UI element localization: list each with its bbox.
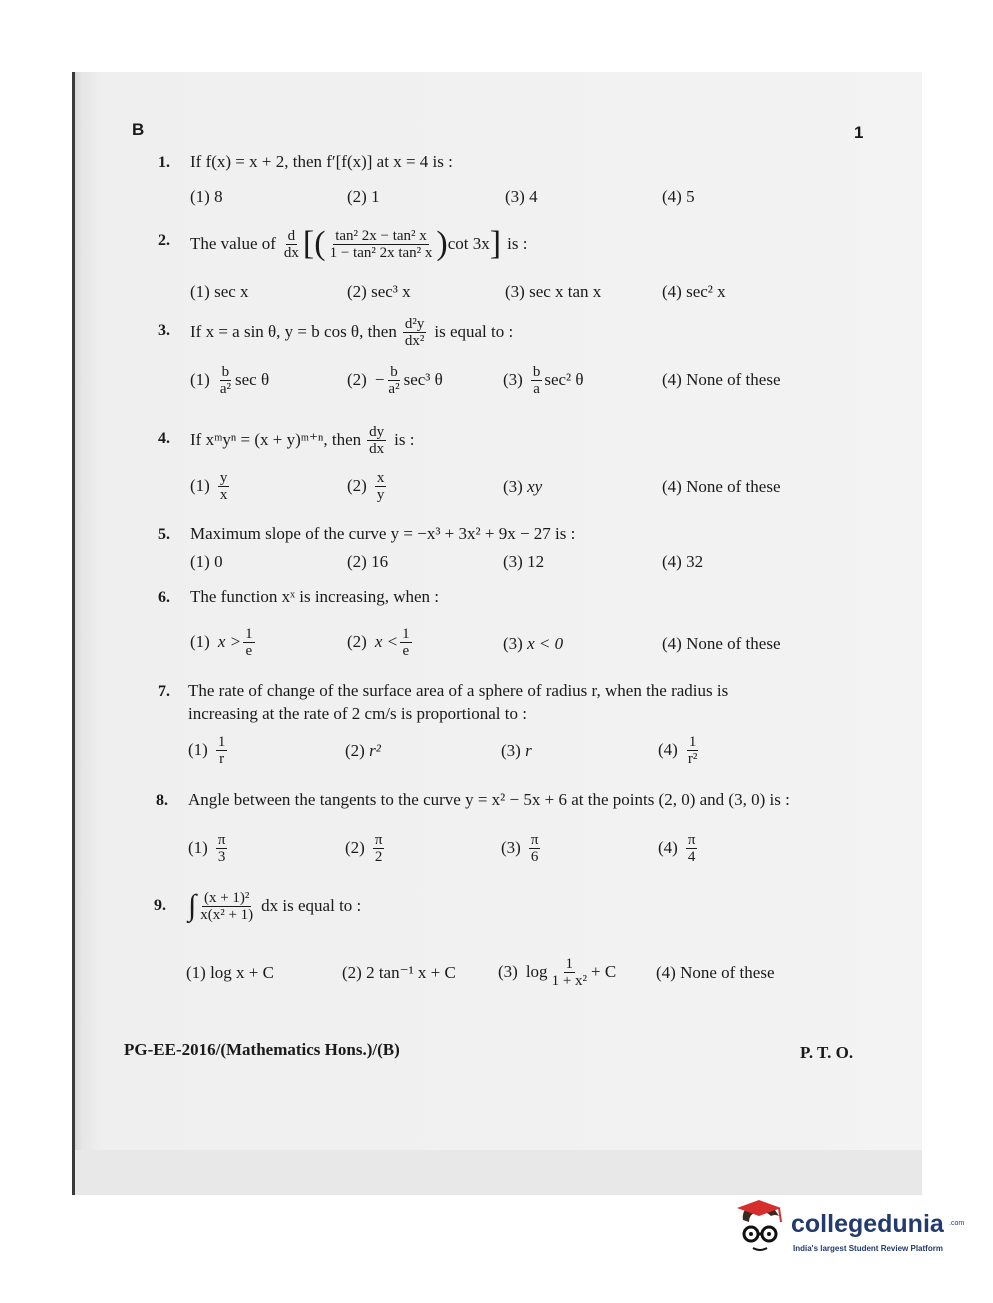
option-text: r² bbox=[369, 741, 381, 760]
question-lead: If xᵐyⁿ = (x + y)ᵐ⁺ⁿ, then bbox=[190, 430, 362, 449]
question-number: 5. bbox=[158, 526, 170, 543]
option-label: (1) bbox=[188, 740, 208, 759]
fraction-numerator: π bbox=[374, 831, 383, 848]
fraction-numerator: b bbox=[532, 363, 541, 380]
fraction-denominator: e bbox=[245, 642, 253, 659]
question-number: 3. bbox=[158, 322, 170, 339]
question-tail: dx is equal to : bbox=[261, 896, 362, 915]
page-number: 1 bbox=[854, 123, 864, 142]
question-text bbox=[190, 418, 414, 462]
fraction-denominator: a² bbox=[388, 380, 400, 397]
fraction-denominator: 2 bbox=[374, 848, 383, 865]
fraction-denominator: 1 + x² bbox=[551, 972, 588, 989]
fraction-denominator: dx² bbox=[404, 332, 425, 349]
open-bracket: [( bbox=[302, 225, 326, 262]
page-bottom-margin bbox=[75, 1150, 922, 1195]
please-turn-over: P. T. O. bbox=[800, 1043, 854, 1062]
question-text: If f(x) = x + 2, then f′[f(x)] at x = 4 is : bbox=[190, 152, 453, 171]
option-1 bbox=[190, 466, 231, 506]
option-4 bbox=[656, 963, 775, 983]
option-label: (4) bbox=[656, 963, 676, 982]
expression-fraction bbox=[328, 228, 435, 261]
fraction-denominator: y bbox=[376, 486, 385, 503]
option-4 bbox=[662, 370, 781, 390]
option-2 bbox=[345, 828, 386, 868]
set-label: B bbox=[132, 120, 145, 139]
option-2 bbox=[342, 963, 456, 983]
close-paren: ) bbox=[436, 225, 448, 262]
question-text: The rate of change of the surface area of a sphere of radius r, when the radius is bbox=[188, 681, 729, 700]
fraction-denominator: x bbox=[219, 486, 228, 503]
fraction-numerator: (x + 1)² bbox=[203, 889, 250, 906]
option-1 bbox=[190, 360, 269, 400]
logo-mascot-icon bbox=[735, 1198, 791, 1258]
logo-name: collegedunia bbox=[791, 1210, 944, 1238]
option-3 bbox=[501, 828, 542, 868]
fraction-denominator: 3 bbox=[217, 848, 226, 865]
option-label: (1) bbox=[186, 963, 206, 982]
fraction-numerator: π bbox=[530, 831, 539, 848]
option-text: 2 tan⁻¹ x + C bbox=[366, 963, 456, 982]
derivative-top: d bbox=[287, 227, 296, 244]
question-text bbox=[190, 308, 513, 356]
option-label: (2) bbox=[347, 632, 367, 651]
fraction-numerator: 1 bbox=[402, 625, 410, 642]
option-fraction bbox=[386, 364, 401, 397]
question-lead: The value of bbox=[190, 234, 276, 253]
option-1 bbox=[188, 730, 229, 770]
option-4 bbox=[662, 634, 781, 654]
option-text: x > bbox=[217, 632, 242, 651]
option-1: (1) 0 bbox=[190, 552, 223, 571]
option-label: (3) bbox=[498, 962, 518, 981]
paper-code: PG-EE-2016/(Mathematics Hons.)/(B) bbox=[124, 1040, 400, 1059]
option-3: (3) sec x tan x bbox=[505, 282, 602, 301]
option-2: (2) sec³ x bbox=[347, 282, 411, 301]
fraction-denominator: a² bbox=[219, 380, 231, 397]
option-4 bbox=[662, 477, 781, 497]
question-text-line-2: increasing at the rate of 2 cm/s is proportional to : bbox=[188, 704, 527, 723]
option-3 bbox=[503, 634, 563, 654]
option-1: (1) 8 bbox=[190, 187, 223, 206]
option-2: (2) 16 bbox=[347, 552, 389, 571]
fraction-denominator: e bbox=[402, 642, 410, 659]
option-4: (4) 5 bbox=[662, 187, 695, 206]
fraction-denominator: x(x² + 1) bbox=[200, 906, 254, 923]
option-label: (2) bbox=[345, 838, 365, 857]
question-number: 9. bbox=[154, 897, 166, 914]
option-text: xy bbox=[527, 477, 543, 496]
option-3: (3) 12 bbox=[503, 552, 545, 571]
question-number: 2. bbox=[158, 232, 170, 249]
option-1 bbox=[190, 622, 257, 662]
close-bracket: ] bbox=[489, 225, 502, 262]
option-3 bbox=[498, 952, 616, 992]
option-label: (2) bbox=[347, 476, 367, 495]
option-4 bbox=[658, 828, 699, 868]
question-text bbox=[188, 880, 361, 932]
option-3: (3) 4 bbox=[505, 187, 538, 206]
fraction-numerator: b bbox=[221, 363, 230, 380]
question-tail: is : bbox=[394, 430, 415, 449]
page-edge-shadow bbox=[72, 72, 75, 1195]
option-1: (1) sec x bbox=[190, 282, 249, 301]
option-text: None of these bbox=[686, 370, 781, 389]
question-number: 7. bbox=[158, 683, 170, 700]
fraction-numerator: y bbox=[219, 469, 228, 486]
option-label: (2) bbox=[347, 370, 367, 389]
option-3 bbox=[503, 477, 542, 497]
option-fraction bbox=[218, 364, 233, 397]
option-text: x < 0 bbox=[527, 634, 564, 653]
fraction-denominator: 1 − tan² 2x tan² x bbox=[329, 244, 433, 261]
option-fraction bbox=[686, 832, 698, 865]
derivative-fraction bbox=[403, 316, 427, 349]
fraction-numerator: π bbox=[217, 831, 226, 848]
fraction-denominator: 6 bbox=[530, 848, 539, 865]
option-fraction bbox=[216, 734, 228, 767]
fraction-denominator: 4 bbox=[687, 848, 696, 865]
option-2 bbox=[345, 741, 381, 761]
question-number: 8. bbox=[156, 792, 168, 809]
fraction-numerator: 1 bbox=[217, 733, 226, 750]
option-label: (4) bbox=[662, 477, 682, 496]
fraction-denominator: r bbox=[219, 750, 225, 767]
option-fraction bbox=[529, 832, 541, 865]
question-tail: is : bbox=[507, 234, 528, 253]
option-text-tail: + C bbox=[591, 962, 617, 981]
fraction-numerator: tan² 2x − tan² x bbox=[335, 227, 427, 244]
collegedunia-logo bbox=[735, 1198, 965, 1268]
expression-tail: cot 3x bbox=[447, 234, 490, 253]
fraction-denominator: r² bbox=[687, 750, 698, 767]
integral-sign: ∫ bbox=[188, 889, 197, 922]
fraction-numerator: π bbox=[687, 831, 696, 848]
option-label: (1) bbox=[190, 476, 210, 495]
option-label: (2) bbox=[342, 963, 362, 982]
derivative-operator bbox=[282, 228, 301, 261]
question-text bbox=[190, 218, 527, 270]
derivative-bottom: dx bbox=[283, 244, 299, 261]
question-text: Maximum slope of the curve y = −x³ + 3x² + 9x − 27 is : bbox=[190, 524, 576, 543]
option-1 bbox=[186, 963, 274, 983]
question-number: 6. bbox=[158, 589, 170, 606]
option-fraction bbox=[375, 470, 387, 503]
option-text: sec³ θ bbox=[403, 370, 443, 389]
option-text: log bbox=[525, 962, 548, 981]
option-label: (3) bbox=[501, 838, 521, 857]
option-fraction bbox=[218, 470, 230, 503]
logo-tagline: India's largest Student Review Platform bbox=[793, 1244, 943, 1253]
option-text: log x + C bbox=[210, 963, 274, 982]
option-fraction bbox=[216, 832, 228, 865]
option-label: (3) bbox=[501, 741, 521, 760]
option-label: (1) bbox=[190, 632, 210, 651]
fraction-numerator: d²y bbox=[404, 315, 425, 332]
option-label: (4) bbox=[662, 370, 682, 389]
option-fraction bbox=[373, 832, 385, 865]
question-tail: is equal to : bbox=[434, 322, 514, 341]
option-2 bbox=[347, 466, 388, 506]
option-label: (4) bbox=[662, 634, 682, 653]
option-1 bbox=[188, 828, 229, 868]
option-text: r bbox=[525, 741, 532, 760]
option-2 bbox=[347, 622, 414, 662]
option-3 bbox=[501, 741, 532, 761]
option-text: sec θ bbox=[234, 370, 270, 389]
option-4 bbox=[658, 730, 701, 770]
option-4: (4) sec² x bbox=[662, 282, 726, 301]
option-text: sec² θ bbox=[544, 370, 584, 389]
derivative-fraction bbox=[367, 424, 386, 457]
option-4: (4) 32 bbox=[662, 552, 704, 571]
option-2 bbox=[347, 360, 443, 400]
option-fraction bbox=[400, 626, 412, 659]
option-text: None of these bbox=[686, 477, 781, 496]
question-number: 1. bbox=[158, 154, 170, 171]
option-fraction bbox=[243, 626, 255, 659]
fraction-numerator: 1 bbox=[565, 955, 574, 972]
option-fraction bbox=[686, 734, 700, 767]
fraction-numerator: b bbox=[390, 363, 398, 380]
question-text: Angle between the tangents to the curve y = x² − 5x + 6 at the points (2, 0) and (3, 0) is : bbox=[188, 790, 790, 809]
fraction-numerator: 1 bbox=[245, 625, 253, 642]
fraction-denominator: a bbox=[533, 380, 540, 397]
logo-domain: .com bbox=[949, 1220, 965, 1227]
option-text: None of these bbox=[680, 963, 775, 982]
question-lead: If x = a sin θ, y = b cos θ, then bbox=[190, 322, 397, 341]
fraction-numerator: 1 bbox=[688, 733, 697, 750]
option-2: (2) 1 bbox=[347, 187, 380, 206]
option-text: x < bbox=[374, 632, 399, 651]
option-label: (3) bbox=[503, 370, 523, 389]
option-label: (4) bbox=[658, 838, 678, 857]
question-number: 4. bbox=[158, 430, 170, 447]
option-label: (2) bbox=[345, 741, 365, 760]
question-text: The function xˣ is increasing, when : bbox=[190, 587, 439, 606]
option-label: (1) bbox=[188, 838, 208, 857]
option-sign: − bbox=[374, 370, 385, 389]
option-label: (1) bbox=[190, 370, 210, 389]
option-label: (3) bbox=[503, 634, 523, 653]
option-label: (3) bbox=[503, 477, 523, 496]
integrand-fraction bbox=[198, 890, 255, 923]
option-3 bbox=[503, 360, 584, 400]
option-label: (4) bbox=[658, 740, 678, 759]
fraction-denominator: dx bbox=[369, 440, 385, 457]
fraction-numerator: x bbox=[376, 469, 385, 486]
option-fraction bbox=[531, 364, 543, 397]
option-fraction bbox=[550, 956, 589, 989]
option-text: None of these bbox=[686, 634, 781, 653]
fraction-numerator: dy bbox=[369, 423, 385, 440]
